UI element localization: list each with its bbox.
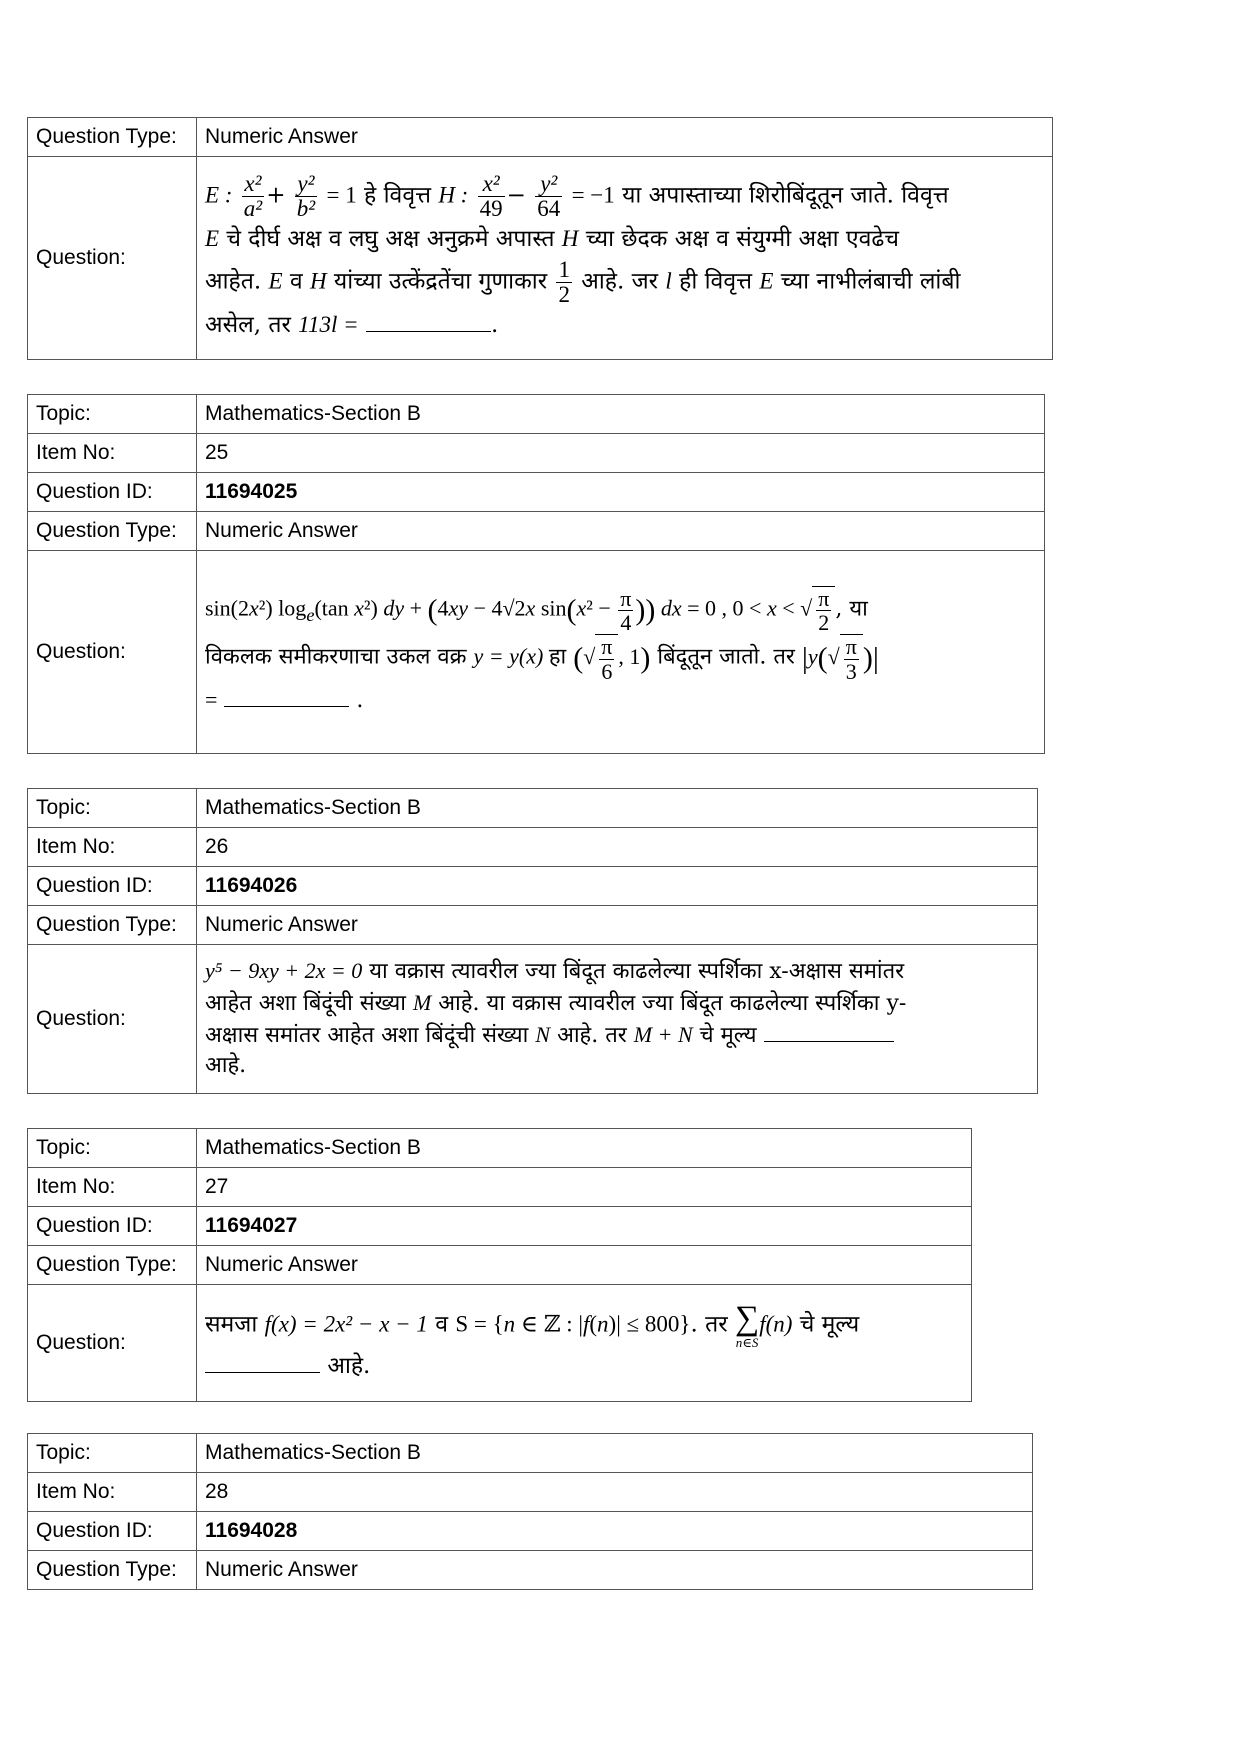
question-id-label: Question ID: bbox=[28, 867, 197, 906]
row-question-type bbox=[28, 1551, 1033, 1590]
item-no-value: 28 bbox=[197, 1473, 1033, 1512]
topic-label: Topic: bbox=[28, 1434, 197, 1473]
row-question-id bbox=[28, 1512, 1033, 1551]
question-block-28 bbox=[27, 1433, 1033, 1590]
question-type-label: Question Type: bbox=[28, 118, 197, 157]
question-block-25 bbox=[27, 394, 1045, 754]
row-item-no bbox=[28, 828, 1038, 867]
question-label: Question: bbox=[28, 945, 197, 1094]
question-id-value: 11694027 bbox=[197, 1207, 972, 1246]
row-topic bbox=[28, 1129, 972, 1168]
item-no-label: Item No: bbox=[28, 434, 197, 473]
question-type-value: Numeric Answer bbox=[197, 512, 1045, 551]
question-label: Question: bbox=[28, 1285, 197, 1402]
item-no-value: 25 bbox=[197, 434, 1045, 473]
row-question-type bbox=[28, 512, 1045, 551]
question-block-27 bbox=[27, 1128, 972, 1402]
question-id-label: Question ID: bbox=[28, 1512, 197, 1551]
question-text: y⁵ − 9xy + 2x = 0 या वक्रास त्यावरील ज्या बिंदूत काढलेल्या स्पर्शिका x-अक्षास समांतर आहेत अशा बिंदूंची संख्या M आहे. या वक्रास त्यावरील ज्या बिंदूत काढलेल्या स्पर्शिका y- अक्षास समांतर आहेत अशा बिंदूंची संख्या N आहे. तर M + N चे मूल्य आहे. bbox=[197, 945, 1038, 1094]
row-question-id bbox=[28, 473, 1045, 512]
question-id-value: 11694028 bbox=[197, 1512, 1033, 1551]
answer-blank bbox=[366, 330, 491, 332]
question-type-value: Numeric Answer bbox=[197, 1246, 972, 1285]
row-question-id bbox=[28, 867, 1038, 906]
question-id-value: 11694026 bbox=[197, 867, 1038, 906]
question-label: Question: bbox=[28, 157, 197, 360]
row-question-type bbox=[28, 118, 1053, 157]
question-id-label: Question ID: bbox=[28, 1207, 197, 1246]
row-question-id bbox=[28, 1207, 972, 1246]
question-id-value: 11694025 bbox=[197, 473, 1045, 512]
row-topic bbox=[28, 789, 1038, 828]
item-no-label: Item No: bbox=[28, 1168, 197, 1207]
answer-blank bbox=[764, 1040, 894, 1042]
question-block-24 bbox=[27, 117, 1053, 360]
question-type-label: Question Type: bbox=[28, 906, 197, 945]
topic-value: Mathematics-Section B bbox=[197, 1434, 1033, 1473]
topic-value: Mathematics-Section B bbox=[197, 789, 1038, 828]
question-type-label: Question Type: bbox=[28, 1551, 197, 1590]
question-block-26 bbox=[27, 788, 1038, 1094]
row-question bbox=[28, 551, 1045, 754]
question-text: sin(2x²) $\log_e(\tan$ x²) dy + (4xy − 4√2x sin(x² − $\frac{\pi}{4}$ )) dx = 0 , 0 < x < √ $\frac{\pi}{2}$ , या विकलक समीकरणाचा उकल वक्र y = y(x) हा (√ $\frac{\pi}{6}$ , 1) बिंदूतून जातो. तर |y(√ $\frac{\pi}{3}$ )| = . bbox=[197, 551, 1045, 754]
row-question-type bbox=[28, 906, 1038, 945]
item-no-value: 26 bbox=[197, 828, 1038, 867]
question-id-label: Question ID: bbox=[28, 473, 197, 512]
question-type-value: Numeric Answer bbox=[197, 1551, 1033, 1590]
topic-label: Topic: bbox=[28, 1129, 197, 1168]
row-topic bbox=[28, 1434, 1033, 1473]
topic-label: Topic: bbox=[28, 395, 197, 434]
topic-value: Mathematics-Section B bbox=[197, 1129, 972, 1168]
row-question bbox=[28, 1285, 972, 1402]
question-label: Question: bbox=[28, 551, 197, 754]
item-no-value: 27 bbox=[197, 1168, 972, 1207]
row-question bbox=[28, 945, 1038, 1094]
question-type-value: Numeric Answer bbox=[197, 906, 1038, 945]
topic-label: Topic: bbox=[28, 789, 197, 828]
question-type-value: Numeric Answer bbox=[197, 118, 1053, 157]
answer-blank bbox=[224, 705, 349, 707]
row-item-no bbox=[28, 1168, 972, 1207]
question-text: समजा f(x) = 2x² − x − 1 व S = {n ∈ ℤ : |f(n)| ≤ 800}. तर ∑ n∈S f(n) चे मूल्य आहे. bbox=[197, 1285, 972, 1402]
question-type-label: Question Type: bbox=[28, 1246, 197, 1285]
question-text: E : $\frac{\text{x²}}{\text{a²}}$ + $\frac{\text{y²}}{\text{b²}}$ = 1 हे विवृत्त H : $\frac{\text{x²}}{49}$ − $\frac{\text{y²}}{64}$ = −1 या अपास्ताच्या शिरोबिंदूतून जाते. विवृत्त E चे दीर्घ अक्ष व लघु अक्ष अनुक्रमे अपास्त H च्या छेदक अक्ष व संयुग्मी अक्षा एवढेच आहेत. E व H यांच्या उत्केंद्रतेंचा गुणाकार $\frac{1}{2}$ आहे. जर l ही विवृत्त E च्या नाभीलंबाची लांबी असेल, तर 113l = . bbox=[197, 157, 1053, 360]
row-topic bbox=[28, 395, 1045, 434]
row-item-no bbox=[28, 1473, 1033, 1512]
item-no-label: Item No: bbox=[28, 1473, 197, 1512]
row-question bbox=[28, 157, 1053, 360]
row-item-no bbox=[28, 434, 1045, 473]
row-question-type bbox=[28, 1246, 972, 1285]
item-no-label: Item No: bbox=[28, 828, 197, 867]
question-type-label: Question Type: bbox=[28, 512, 197, 551]
answer-blank bbox=[205, 1371, 320, 1373]
topic-value: Mathematics-Section B bbox=[197, 395, 1045, 434]
